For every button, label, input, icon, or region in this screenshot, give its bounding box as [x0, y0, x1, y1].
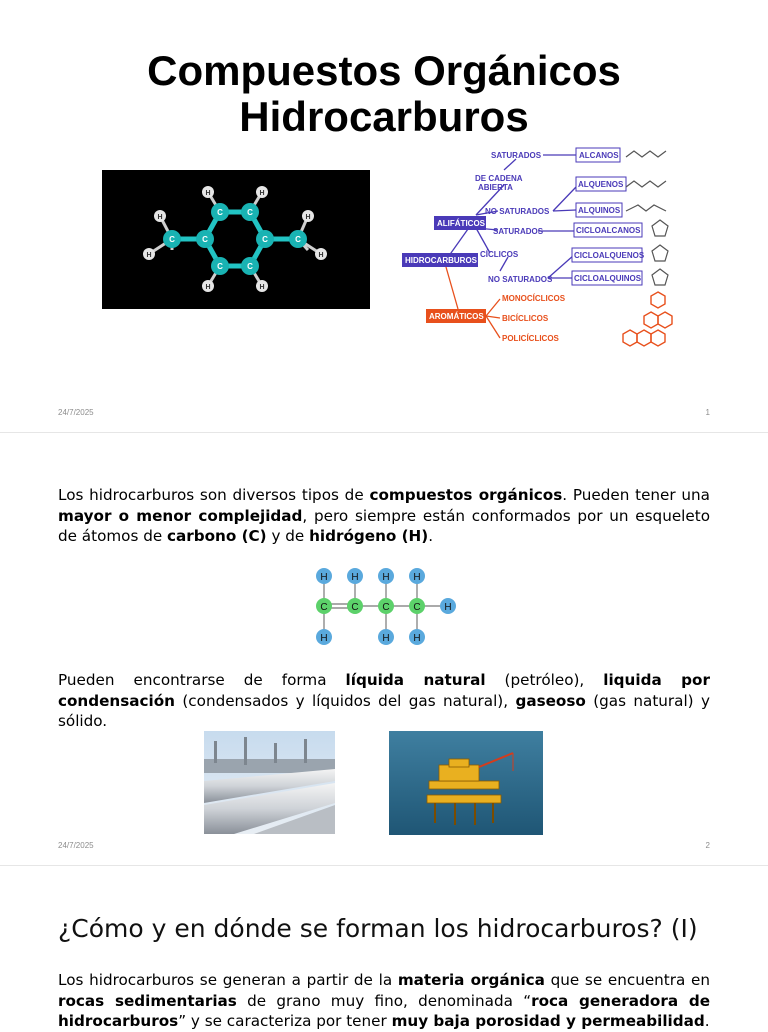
label-de-cadena: DE CADENA [475, 174, 523, 183]
slide-3-heading: ¿Cómo y en dónde se forman los hidrocarburos? (I) [58, 914, 698, 943]
butene-structural-formula [306, 560, 466, 652]
alkene-structure-icon [626, 181, 666, 187]
footer-page-number: 1 [705, 408, 710, 417]
atom-h-label: H [444, 602, 452, 613]
atom-c-label: C [217, 208, 223, 217]
label-biciclicos: BICÍCLICOS [502, 314, 549, 323]
label-saturados: SATURADOS [491, 151, 542, 160]
atom-h-label: H [320, 633, 328, 644]
atom-h-label: H [320, 572, 328, 583]
xylene-3d-model [102, 170, 370, 309]
atom-h-label: H [259, 284, 265, 291]
atom-h-label: H [205, 190, 211, 197]
alcane-structure-icon [626, 151, 666, 157]
atom-c-label: C [320, 602, 328, 613]
alkyne-structure-icon [626, 205, 666, 211]
offshore-platform-photo [389, 731, 543, 835]
atom-c-label: C [247, 208, 253, 217]
label-cicloalquenos: CICLOALQUENOS [574, 251, 645, 260]
label-monociclicos: MONOCÍCLICOS [502, 294, 566, 303]
atom-h-label: H [205, 284, 211, 291]
atom-c-label: C [169, 235, 175, 244]
hydrocarbon-classification-diagram [398, 143, 688, 353]
atom-h-label: H [382, 633, 390, 644]
atom-c-label: C [351, 602, 359, 613]
atom-c-label: C [413, 602, 421, 613]
atom-h-label: H [259, 190, 265, 197]
label-no-saturados-1: NO SATURADOS [485, 207, 550, 216]
label-alcanos: ALCANOS [579, 151, 619, 160]
atom-h-label: H [413, 633, 421, 644]
cyclopentene-icon [652, 245, 668, 261]
slide-2 [0, 433, 768, 865]
aromatic-rings-icon [623, 292, 672, 346]
atom-h-label: H [305, 214, 311, 221]
title-line-2: Hidrocarburos [239, 93, 529, 140]
atom-h-label: H [351, 572, 359, 583]
footer-page-number: 2 [705, 841, 710, 850]
atom-h-label: H [382, 572, 390, 583]
slide-1-title [0, 48, 768, 140]
gas-pipeline-photo [204, 731, 335, 834]
atom-c-label: C [382, 602, 390, 613]
cyclopentyne-icon [652, 269, 668, 285]
title-line-1: Compuestos Orgánicos [147, 47, 621, 94]
atom-c-label: C [217, 262, 223, 271]
atom-c-label: C [247, 262, 253, 271]
states-paragraph: Pueden encontrarse de forma líquida natural (petróleo), liquida por condensación (condensados y líquidos del gas natural), gaseoso (gas natural) y sólido. [58, 671, 710, 730]
atom-h-label: H [413, 572, 421, 583]
slide-3 [0, 866, 768, 1030]
atom-h-label: H [146, 252, 152, 259]
label-alquinos: ALQUINOS [578, 206, 621, 215]
atom-c-label: C [295, 235, 301, 244]
slide-1 [0, 0, 768, 432]
label-saturados-2: SATURADOS [493, 227, 544, 236]
footer-date: 24/7/2025 [58, 841, 94, 850]
atom-c-label: C [202, 235, 208, 244]
label-aromaticos: AROMÁTICOS [429, 312, 484, 321]
atom-h-label: H [157, 214, 163, 221]
atom-h-label: H [318, 252, 324, 259]
footer-date: 24/7/2025 [58, 408, 94, 417]
atom-c-label: C [262, 235, 268, 244]
label-cicloalquinos: CICLOALQUINOS [574, 274, 642, 283]
label-alquenos: ALQUENOS [578, 180, 624, 189]
xylene-3d-model-image [102, 170, 370, 309]
label-ciclicos: CÍCLICOS [480, 250, 519, 259]
label-cicloalcanos: CICLOALCANOS [576, 226, 641, 235]
label-hidrocarburos: HIDROCARBUROS [405, 256, 477, 265]
label-abierta: ABIERTA [478, 183, 513, 192]
formation-paragraph: Los hidrocarburos se generan a partir de la materia orgánica que se encuentra en rocas sedimentarias de grano muy fino, denominada “roca generadora de hidrocarburos” y se caracteriza por tener muy baja porosidad y permeabilidad. [58, 971, 710, 1030]
intro-paragraph: Los hidrocarburos son diversos tipos de compuestos orgánicos. Pueden tener una mayor o menor complejidad, pero siempre están conformados por un esqueleto de átomos de carbono (C) y de hidrógeno (H). [58, 486, 710, 545]
label-policiclicos: POLICÍCLICOS [502, 334, 559, 343]
label-no-saturados-2: NO SATURADOS [488, 275, 553, 284]
cyclopentane-icon [652, 220, 668, 236]
label-alifaticos: ALIFÁTICOS [437, 219, 485, 228]
